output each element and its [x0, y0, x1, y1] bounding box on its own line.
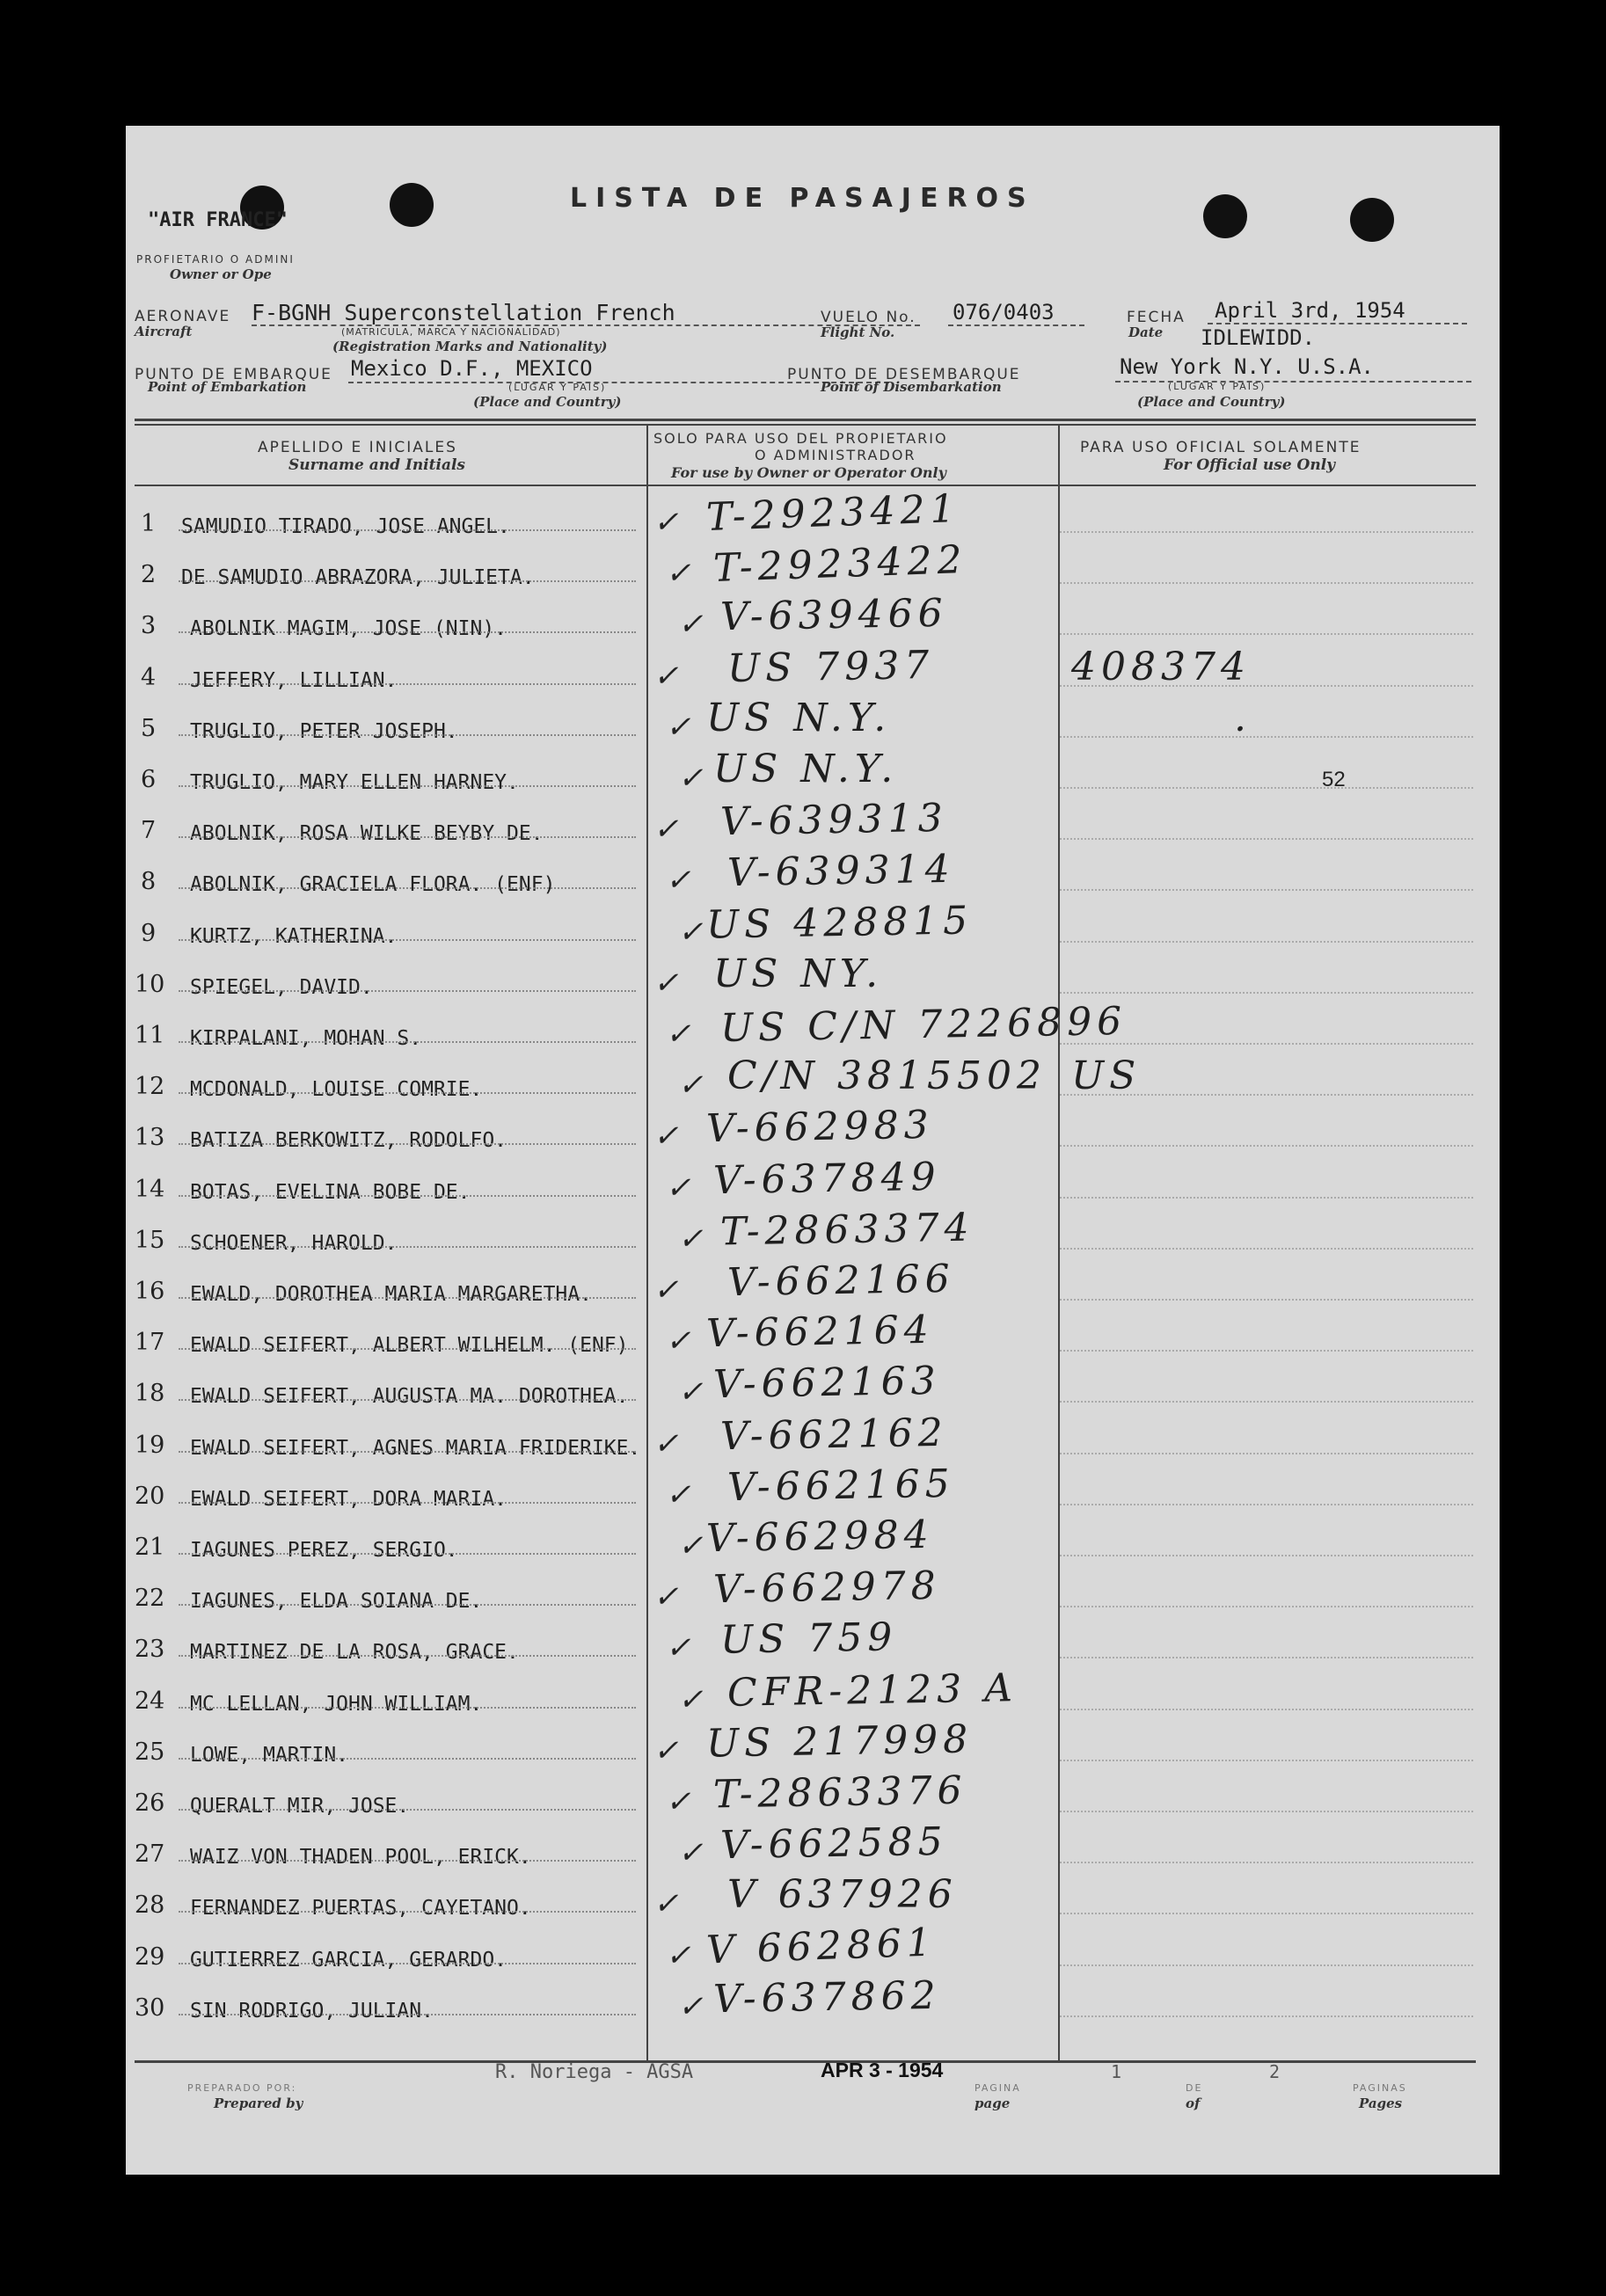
passport-number: V-639314 — [726, 846, 956, 896]
owner-use-header-en: For use by Owner or Operator Only — [671, 464, 946, 481]
passport-number: V-662163 — [712, 1358, 942, 1408]
row-number: 9 — [141, 920, 157, 947]
passport-number: US 7937 — [726, 642, 935, 692]
row-rule — [179, 1195, 636, 1197]
row-number: 7 — [141, 817, 157, 844]
check-icon: ✓ — [678, 1835, 704, 1870]
row-number: 3 — [141, 612, 157, 639]
passenger-name: IAGUNES PEREZ, SERGIO. — [190, 1539, 458, 1562]
passenger-name: KURTZ, KATHERINA. — [190, 925, 398, 948]
passport-number: US C/N 7226896 — [719, 998, 1128, 1052]
check-icon: ✓ — [678, 761, 704, 796]
place-sub-en: (Place and Country) — [473, 394, 622, 410]
row-rule — [179, 1451, 636, 1453]
row-number: 29 — [135, 1943, 165, 1971]
official-note: 408374 — [1071, 645, 1251, 689]
passenger-name: SCHOENER, HAROLD. — [190, 1232, 398, 1255]
passport-number: V-662984 — [705, 1512, 935, 1562]
prepared-by: R. Noriega - AGSA — [495, 2061, 694, 2083]
row-number: 6 — [141, 766, 157, 793]
passenger-name: GUTIERREZ GARCIA, GERARDO. — [190, 1949, 507, 1972]
passenger-name: QUERALT MIR, JOSE. — [190, 1795, 410, 1818]
row-rule — [179, 580, 636, 582]
passenger-list-sheet — [126, 126, 1500, 2175]
check-icon: ✓ — [666, 1630, 691, 1666]
check-icon: ✓ — [653, 659, 679, 694]
check-icon: ✓ — [653, 1733, 679, 1768]
passport-number: V-662164 — [705, 1307, 935, 1357]
official-note: 52 — [1322, 768, 1346, 791]
passenger-name: SAMUDIO TIRADO, JOSE ANGEL. — [181, 515, 510, 538]
owner-label-es: PROFIETARIO O ADMINI — [136, 253, 295, 266]
row-rule — [179, 529, 636, 531]
place-sub-en-2: (Place and Country) — [1137, 394, 1286, 410]
row-number: 2 — [141, 561, 157, 588]
row-number: 18 — [135, 1380, 165, 1407]
check-icon: ✓ — [653, 1886, 679, 1921]
row-number: 22 — [135, 1585, 165, 1612]
row-rule — [179, 1348, 636, 1350]
punch-hole — [1203, 194, 1247, 238]
passenger-name: MC LELLAN, JOHN WILLIAM. — [190, 1693, 483, 1716]
row-rule — [179, 734, 636, 736]
row-rule — [179, 1399, 636, 1401]
flight-label-en: Flight No. — [821, 324, 895, 340]
row-number: 28 — [135, 1891, 165, 1919]
aircraft-label-en: Aircraft — [135, 324, 193, 339]
row-rule — [179, 683, 636, 685]
check-icon: ✓ — [653, 966, 679, 1001]
check-icon: ✓ — [653, 1119, 679, 1154]
date-value: April 3rd, 1954 — [1215, 298, 1405, 323]
row-number: 25 — [135, 1738, 165, 1766]
check-icon: ✓ — [653, 812, 679, 847]
arrival-place: IDLEWIDD. — [1201, 325, 1316, 350]
check-icon: ✓ — [678, 1374, 704, 1410]
row-rule — [179, 1963, 636, 1964]
row-number: 17 — [135, 1329, 165, 1356]
official-note: US — [1071, 1053, 1142, 1098]
surname-header-en: Surname and Initials — [288, 456, 465, 474]
passport-number: C/N 3815502 — [727, 1053, 1047, 1098]
aircraft-value: F-BGNH Superconstellation French — [252, 300, 675, 325]
passenger-name: IAGUNES, ELDA SOIANA DE. — [190, 1590, 483, 1613]
passenger-name: FERNANDEZ PUERTAS, CAYETANO. — [190, 1897, 531, 1920]
check-icon: ✓ — [666, 1784, 691, 1819]
of-label: DE — [1186, 2082, 1203, 2094]
embark-value: Mexico D.F., MEXICO — [351, 356, 593, 381]
owner-use-header: SOLO PARA USO DEL PROPIETARIO — [653, 430, 948, 447]
disembark-value: New York N.Y. U.S.A. — [1120, 354, 1374, 379]
passenger-name: TRUGLIO, PETER JOSEPH. — [190, 720, 458, 743]
passport-number: CFR-2123 A — [726, 1666, 1018, 1716]
passport-number: T-2923421 — [705, 485, 961, 541]
passport-number: V 637926 — [727, 1872, 958, 1917]
row-number: 26 — [135, 1789, 165, 1817]
row-rule — [179, 1604, 636, 1606]
row-rule — [179, 1553, 636, 1555]
row-number: 30 — [135, 1994, 165, 2022]
passport-number: V-662165 — [726, 1461, 956, 1511]
passenger-name: LOWE, MARTIN. — [190, 1744, 349, 1767]
total-pages: 2 — [1269, 2061, 1281, 2082]
row-rule — [179, 887, 636, 889]
punch-hole — [1350, 198, 1394, 242]
check-icon: ✓ — [678, 915, 704, 950]
row-rule — [179, 1143, 636, 1145]
page-number: 1 — [1111, 2061, 1122, 2082]
passenger-name: TRUGLIO, MARY ELLEN HARNEY. — [190, 771, 519, 794]
check-icon: ✓ — [653, 1579, 679, 1614]
check-icon: ✓ — [678, 1068, 704, 1103]
row-number: 16 — [135, 1278, 165, 1305]
date-stamp: APR 3 - 1954 — [821, 2059, 944, 2081]
row-number: 4 — [141, 664, 157, 691]
row-number: 15 — [135, 1227, 165, 1254]
check-icon: ✓ — [678, 1682, 704, 1717]
passport-number: V-662983 — [705, 1102, 935, 1152]
row-rule — [179, 1809, 636, 1811]
page-label: PAGINA — [975, 2082, 1021, 2094]
check-icon: ✓ — [678, 1221, 704, 1257]
aircraft-sub-es: (MATRICULA, MARCA Y NACIONALIDAD) — [341, 326, 561, 338]
row-number: 27 — [135, 1840, 165, 1868]
passenger-name: KIRPALANI, MOHAN S. — [190, 1027, 422, 1050]
row-rule — [179, 1860, 636, 1862]
row-rule — [179, 990, 636, 992]
passport-number: US 217998 — [705, 1717, 974, 1767]
passenger-name: EWALD SEIFERT, AUGUSTA MA. DOROTHEA. — [190, 1385, 629, 1408]
row-rule — [179, 939, 636, 941]
passport-number: V-639466 — [719, 590, 949, 640]
prepared-label: PREPARADO POR: — [187, 2082, 297, 2094]
date-label: FECHA — [1127, 309, 1186, 326]
check-icon: ✓ — [666, 1938, 691, 1973]
row-number: 13 — [135, 1124, 165, 1151]
passport-number: V-637849 — [712, 1154, 942, 1204]
row-rule — [179, 1911, 636, 1913]
check-icon: ✓ — [678, 1528, 704, 1563]
row-number: 5 — [141, 715, 157, 742]
row-rule — [179, 2014, 636, 2015]
row-rule — [179, 1655, 636, 1657]
surname-header: APELLIDO E INICIALES — [258, 439, 457, 456]
row-rule — [179, 1092, 636, 1094]
place-sub-es: (LUGAR Y PAIS) — [508, 382, 607, 393]
official-note: . — [1234, 696, 1252, 740]
row-number: 1 — [141, 510, 157, 537]
punch-hole — [390, 183, 434, 227]
check-icon: ✓ — [666, 1323, 691, 1359]
page-label-en: page — [975, 2096, 1011, 2111]
row-number: 10 — [135, 971, 165, 998]
pages-label: PAGINAS — [1353, 2082, 1407, 2094]
check-icon: ✓ — [653, 1426, 679, 1461]
check-icon: ✓ — [666, 556, 691, 591]
row-number: 20 — [135, 1483, 165, 1510]
page-title: LISTA DE PASAJEROS — [570, 183, 1035, 214]
passport-number: US NY. — [713, 951, 884, 996]
passenger-name: EWALD SEIFERT, ALBERT WILHELM. (ENF) — [190, 1334, 629, 1357]
passport-number: V-637862 — [712, 1972, 942, 2023]
passport-number: V-662585 — [719, 1819, 949, 1869]
row-number: 14 — [135, 1176, 165, 1203]
row-number: 19 — [135, 1432, 165, 1459]
passport-number: T-2863374 — [719, 1205, 975, 1255]
prepared-label-en: Prepared by — [214, 2096, 303, 2111]
pages-label-en: Pages — [1359, 2096, 1403, 2111]
place-sub-es-2: (LUGAR Y PAIS) — [1168, 381, 1267, 392]
flight-number: 076/0403 — [953, 300, 1055, 324]
embark-label: PUNTO DE EMBARQUE — [135, 366, 332, 383]
row-number: 11 — [135, 1022, 165, 1049]
row-rule — [179, 1246, 636, 1248]
check-icon: ✓ — [678, 1989, 704, 2024]
passenger-name: ABOLNIK, ROSA WILKE BEYBY DE. — [190, 822, 544, 845]
check-icon: ✓ — [653, 505, 679, 540]
passenger-name: MARTINEZ DE LA ROSA, GRACE. — [190, 1641, 519, 1664]
passport-number: US 428815 — [705, 898, 974, 948]
passenger-name: ABOLNIK MAGIM, JOSE (NIN). — [190, 617, 507, 640]
aircraft-label: AERONAVE — [135, 308, 231, 325]
flight-label: VUELO No. — [821, 309, 916, 326]
of-label-en: of — [1186, 2096, 1201, 2111]
check-icon: ✓ — [666, 710, 691, 745]
row-number: 12 — [135, 1073, 165, 1100]
check-icon: ✓ — [653, 1272, 679, 1308]
row-rule — [179, 1758, 636, 1760]
passenger-name: EWALD SEIFERT, DORA MARIA. — [190, 1488, 507, 1511]
check-icon: ✓ — [666, 863, 691, 898]
passenger-name: MCDONALD, LOUISE COMRIE. — [190, 1078, 483, 1101]
check-icon: ✓ — [666, 1477, 691, 1512]
passport-number: V-662162 — [719, 1410, 949, 1460]
passenger-name: BOTAS, EVELINA BOBE DE. — [190, 1181, 471, 1204]
check-icon: ✓ — [666, 1017, 691, 1052]
passport-number: T-2863376 — [712, 1768, 967, 1818]
row-rule — [179, 1041, 636, 1043]
official-use-header: PARA USO OFICIAL SOLAMENTE — [1080, 439, 1361, 456]
passport-number: V-639313 — [719, 795, 949, 845]
passport-number: US N.Y. — [713, 747, 899, 791]
aircraft-sub-en: (Registration Marks and Nationality) — [332, 339, 608, 354]
check-icon: ✓ — [678, 607, 704, 642]
passenger-name: SPIEGEL, DAVID. — [190, 976, 373, 999]
passenger-name: SIN RODRIGO, JULIAN. — [190, 2000, 434, 2023]
passport-number: T-2923422 — [712, 536, 968, 592]
date-label-en: Date — [1128, 324, 1164, 340]
owner-use-header-2: O ADMINISTRADOR — [755, 447, 916, 463]
row-number: 21 — [135, 1534, 165, 1561]
check-icon: ✓ — [666, 1170, 691, 1206]
passport-number: US N.Y. — [706, 696, 892, 740]
passenger-name: BATIZA BERKOWITZ, RODOLFO. — [190, 1129, 507, 1152]
passenger-name: DE SAMUDIO ABRAZORA, JULIETA. — [181, 566, 535, 589]
airline-name: "AIR FRANCE" — [148, 209, 288, 231]
disembark-label: PUNTO DE DESEMBARQUE — [787, 366, 1021, 383]
passenger-name: WAIZ VON THADEN POOL, ERICK. — [190, 1846, 531, 1869]
row-rule — [179, 1502, 636, 1504]
passenger-name: EWALD, DOROTHEA MARIA MARGARETHA. — [190, 1283, 592, 1306]
passenger-name: ABOLNIK, GRACIELA FLORA. (ENF) — [190, 873, 556, 896]
passport-number: V 662861 — [705, 1920, 938, 1973]
passport-number: US 759 — [719, 1614, 898, 1663]
passport-number: V-662978 — [712, 1563, 942, 1613]
row-rule — [179, 785, 636, 787]
embark-label-en: Point of Embarkation — [148, 379, 307, 395]
row-number: 23 — [135, 1636, 165, 1663]
row-rule — [179, 1297, 636, 1299]
disembark-label-en: Point of Disembarkation — [821, 379, 1002, 395]
official-use-header-en: For Official use Only — [1164, 456, 1336, 474]
passenger-name: EWALD SEIFERT, AGNES MARIA FRIDERIKE. — [190, 1437, 641, 1460]
row-rule — [179, 631, 636, 633]
passenger-name: JEFFERY, LILLIAN. — [190, 669, 398, 692]
passport-number: V-662166 — [726, 1256, 956, 1306]
row-number: 8 — [141, 868, 157, 895]
row-rule — [179, 1707, 636, 1709]
row-rule — [179, 836, 636, 838]
row-number: 24 — [135, 1687, 165, 1715]
owner-label-en: Owner or Ope — [170, 266, 272, 282]
